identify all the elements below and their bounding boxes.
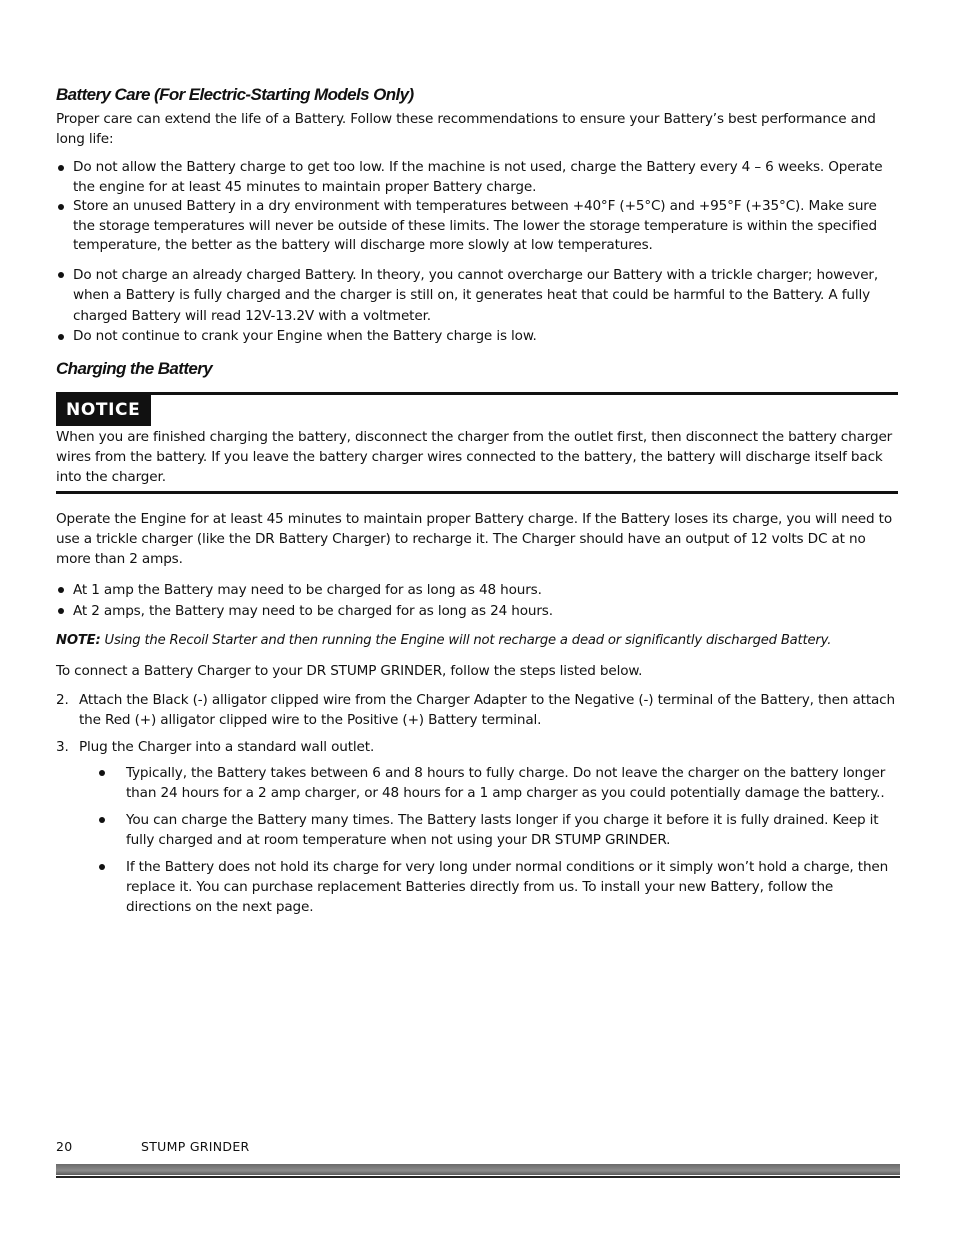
- operate-engine-text: Operate the Engine for at least 45 minutes to maintain proper Battery charge. If the Battery loses its charge, you will need to use a trickle charger (like the DR Battery Charger) to recharge it. The Charger should have an output of 12 volts DC at no more than 2 amps.: [56, 510, 893, 567]
- list-item: Typically, the Battery takes between 6 and 8 hours to fully charge. Do not leave the charger on the battery longer than 24 hours for a 2 amp charger, or 48 hours for a 1 amp charger as you could potentially damage the battery..: [126, 763, 898, 804]
- list-item: If the Battery does not hold its charge for very long under normal conditions or it simply won’t hold a charge, then replace it. You can purchase replacement Batteries directly from us. To install your new Battery, follow the directions on the next page.: [126, 857, 898, 917]
- step-item: [56, 737, 898, 757]
- step-number: 2.: [56, 691, 69, 708]
- list-item: Store an unused Battery in a dry environment with temperatures between +40°F (+5°C) and +95°F (+35°C). Make sure the storage temperatures will never be outside of these limits. The lower the storage temperature is within the specified temperature, the better as the battery will discharge more slowly at low temperatures.: [56, 197, 898, 256]
- notice-label: NOTICE: [56, 395, 151, 426]
- battery-care-list: [56, 158, 898, 256]
- charging-heading: Charging the Battery: [56, 358, 213, 378]
- footer-bar: [56, 1164, 900, 1175]
- list-item: At 1 amp the Battery may need to be charged for as long as 48 hours.: [56, 580, 898, 601]
- notice-box: [56, 392, 898, 494]
- list-item: Do not allow the Battery charge to get too low. If the machine is not used, charge the Battery every 4 – 6 weeks. Operate the engine for at least 45 minutes to maintain proper Battery charge.: [56, 158, 898, 197]
- page-content: [56, 84, 898, 917]
- battery-care-intro: Proper care can extend the life of a Battery. Follow these recommendations to ensure your Battery’s best performance and long life:: [56, 111, 876, 147]
- steps-list: [56, 690, 898, 757]
- list-item: At 2 amps, the Battery may need to be charged for as long as 24 hours.: [56, 601, 898, 622]
- amp-list: [56, 580, 898, 622]
- footer-rule: [56, 1176, 900, 1178]
- notice-text: When you are finished charging the battery, disconnect the charger from the outlet first, then disconnect the battery charger wires from the battery. If you leave the battery charger wires connected to the battery, the battery will discharge itself back into the charger.: [56, 428, 893, 485]
- step-text: Plug the Charger into a standard wall outlet.: [79, 738, 375, 755]
- battery-care-list-2: [56, 265, 898, 347]
- charging-tips-list: [56, 763, 898, 917]
- note-text: Using the Recoil Starter and then running the Engine will not recharge a dead or significantly discharged Battery.: [104, 632, 832, 648]
- footer-title: STUMP GRINDER: [141, 1139, 250, 1154]
- page-number: 20: [56, 1139, 73, 1154]
- list-item: Do not charge an already charged Battery. In theory, you cannot overcharge our Battery with a trickle charger; however, when a Battery is fully charged and the charger is still on, it generates heat that could be harmful to the Battery. A fully charged Battery will read 12V-13.2V with a voltmeter.: [56, 265, 898, 327]
- battery-care-heading: Battery Care (For Electric-Starting Models Only): [56, 85, 414, 104]
- step-text: Attach the Black (-) alligator clipped wire from the Charger Adapter to the Negative (-) terminal of the Battery, then attach the Red (+) alligator clipped wire to the Positive (+) Battery terminal.: [79, 691, 895, 728]
- note: [56, 631, 898, 651]
- step-item: [56, 690, 898, 730]
- step-number: 3.: [56, 738, 69, 755]
- connect-charger-text: To connect a Battery Charger to your DR STUMP GRINDER, follow the steps listed below.: [56, 662, 643, 679]
- list-item: Do not continue to crank your Engine when the Battery charge is low.: [56, 327, 898, 347]
- notice-bottom-rule: [56, 491, 898, 494]
- list-item: You can charge the Battery many times. The Battery lasts longer if you charge it before it is fully drained. Keep it fully charged and at room temperature when not using your DR STUMP GRINDER.: [126, 810, 898, 851]
- note-label: NOTE:: [56, 632, 101, 648]
- notice-top-rule: [56, 392, 898, 395]
